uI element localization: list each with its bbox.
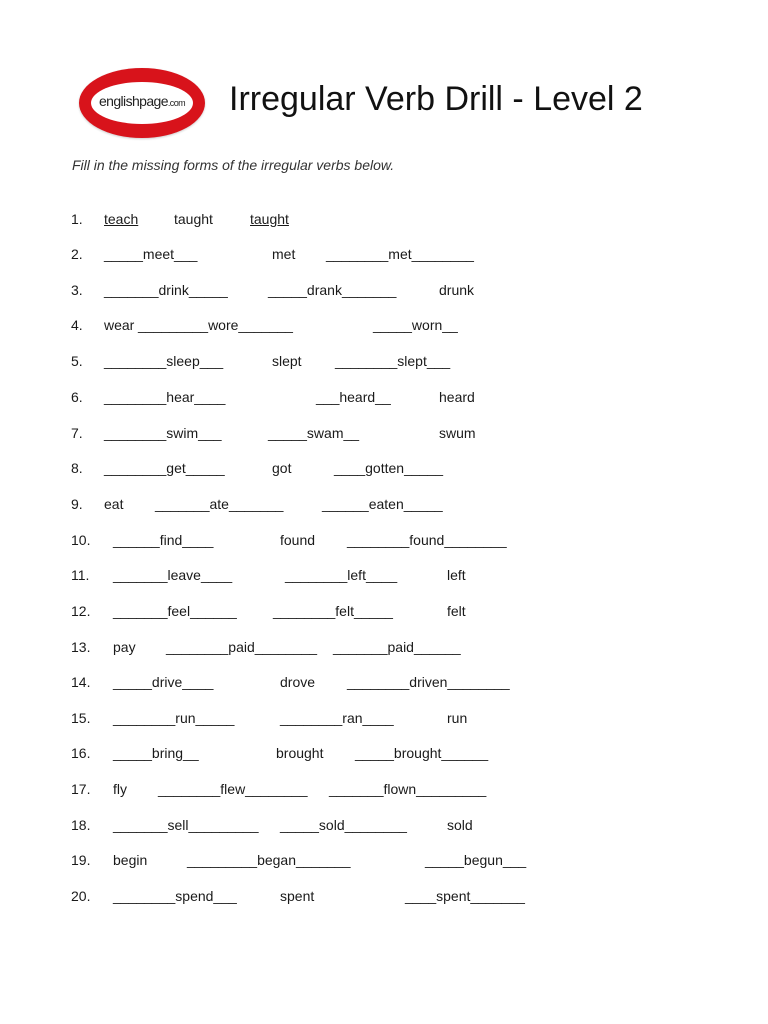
base-form: _______sell_________ bbox=[113, 817, 259, 833]
item-number: 16. bbox=[71, 745, 91, 761]
verb-item bbox=[0, 817, 768, 837]
past-simple-form: slept bbox=[272, 353, 302, 369]
past-participle-form: ______eaten_____ bbox=[322, 496, 443, 512]
past-simple-form: _____swam__ bbox=[268, 425, 360, 441]
item-number: 19. bbox=[71, 852, 91, 868]
base-form: wear bbox=[104, 317, 135, 333]
verb-item bbox=[0, 246, 768, 266]
past-participle-form: sold bbox=[447, 817, 473, 833]
past-simple-form: ________paid________ bbox=[166, 639, 318, 655]
verb-item bbox=[0, 888, 768, 908]
past-simple-form: brought bbox=[276, 745, 324, 761]
verb-item bbox=[0, 211, 768, 231]
verb-item bbox=[0, 317, 768, 337]
instructions-text: Fill in the missing forms of the irregular verbs below. bbox=[72, 157, 395, 173]
base-form: _______feel______ bbox=[113, 603, 237, 619]
base-form: eat bbox=[104, 496, 124, 512]
past-participle-form: felt bbox=[447, 603, 466, 619]
verb-item bbox=[0, 353, 768, 373]
base-form: ________swim___ bbox=[104, 425, 222, 441]
past-simple-form: ________flew________ bbox=[158, 781, 308, 797]
verb-item bbox=[0, 674, 768, 694]
verb-item bbox=[0, 639, 768, 659]
verb-item bbox=[0, 389, 768, 409]
past-participle-form: _______paid______ bbox=[333, 639, 461, 655]
base-form: ________run_____ bbox=[113, 710, 235, 726]
past-participle-form: _____worn__ bbox=[373, 317, 458, 333]
past-simple-form: met bbox=[272, 246, 296, 262]
past-participle-form: swum bbox=[439, 425, 476, 441]
past-participle-form: left bbox=[447, 567, 466, 583]
item-number: 13. bbox=[71, 639, 91, 655]
item-number: 5. bbox=[71, 353, 83, 369]
verb-item bbox=[0, 852, 768, 872]
past-simple-form: _________wore_______ bbox=[138, 317, 293, 333]
verb-item bbox=[0, 567, 768, 587]
past-simple-form: got bbox=[272, 460, 292, 476]
logo-suffix: .com bbox=[167, 98, 186, 108]
base-form: teach bbox=[104, 211, 139, 227]
base-form: ______find____ bbox=[113, 532, 214, 548]
verb-item bbox=[0, 282, 768, 302]
item-number: 7. bbox=[71, 425, 83, 441]
base-form: fly bbox=[113, 781, 127, 797]
past-simple-form: found bbox=[280, 532, 316, 548]
past-participle-form: ____spent_______ bbox=[405, 888, 525, 904]
item-number: 14. bbox=[71, 674, 91, 690]
past-simple-form: taught bbox=[174, 211, 213, 227]
page-title: Irregular Verb Drill - Level 2 bbox=[229, 80, 643, 118]
item-number: 10. bbox=[71, 532, 91, 548]
past-participle-form: ________slept___ bbox=[335, 353, 451, 369]
logo-name: englishpage bbox=[98, 93, 168, 109]
past-participle-form: run bbox=[447, 710, 468, 726]
englishpage-logo bbox=[79, 68, 205, 138]
base-form: pay bbox=[113, 639, 136, 655]
base-form: ________sleep___ bbox=[104, 353, 224, 369]
item-number: 2. bbox=[71, 246, 83, 262]
verb-item bbox=[0, 745, 768, 765]
item-number: 4. bbox=[71, 317, 83, 333]
verb-item bbox=[0, 603, 768, 623]
verb-item bbox=[0, 425, 768, 445]
base-form: _______drink_____ bbox=[104, 282, 228, 298]
item-number: 17. bbox=[71, 781, 91, 797]
past-participle-form: taught bbox=[250, 211, 289, 227]
item-number: 12. bbox=[71, 603, 91, 619]
verb-item bbox=[0, 532, 768, 552]
item-number: 8. bbox=[71, 460, 83, 476]
base-form: _____meet___ bbox=[104, 246, 198, 262]
past-simple-form: drove bbox=[280, 674, 316, 690]
item-number: 11. bbox=[71, 567, 90, 583]
past-simple-form: _____drank_______ bbox=[268, 282, 397, 298]
item-number: 18. bbox=[71, 817, 91, 833]
base-form: _____bring__ bbox=[113, 745, 199, 761]
base-form: begin bbox=[113, 852, 148, 868]
logo-text bbox=[79, 93, 205, 109]
past-participle-form: _____begun___ bbox=[425, 852, 527, 868]
verb-item bbox=[0, 710, 768, 730]
past-participle-form: ________met________ bbox=[326, 246, 474, 262]
past-simple-form: ___heard__ bbox=[316, 389, 391, 405]
past-simple-form: _______ate_______ bbox=[155, 496, 284, 512]
base-form: ________hear____ bbox=[104, 389, 226, 405]
base-form: ________spend___ bbox=[113, 888, 237, 904]
base-form: ________get_____ bbox=[104, 460, 225, 476]
verb-item bbox=[0, 496, 768, 516]
past-participle-form: _______flown_________ bbox=[329, 781, 487, 797]
past-participle-form: drunk bbox=[439, 282, 475, 298]
item-number: 9. bbox=[71, 496, 83, 512]
past-simple-form: ________ran____ bbox=[280, 710, 394, 726]
item-number: 15. bbox=[71, 710, 91, 726]
past-simple-form: spent bbox=[280, 888, 315, 904]
past-participle-form: ________driven________ bbox=[347, 674, 510, 690]
past-participle-form: ________found________ bbox=[347, 532, 507, 548]
past-simple-form: _________began_______ bbox=[187, 852, 351, 868]
past-simple-form: ________left____ bbox=[285, 567, 398, 583]
past-participle-form: _____brought______ bbox=[355, 745, 489, 761]
base-form: _______leave____ bbox=[113, 567, 233, 583]
past-participle-form: ____gotten_____ bbox=[334, 460, 443, 476]
verb-item bbox=[0, 781, 768, 801]
past-simple-form: _____sold________ bbox=[280, 817, 407, 833]
verb-item bbox=[0, 460, 768, 480]
item-number: 20. bbox=[71, 888, 91, 904]
item-number: 1. bbox=[71, 211, 83, 227]
item-number: 3. bbox=[71, 282, 83, 298]
past-simple-form: ________felt_____ bbox=[273, 603, 393, 619]
item-number: 6. bbox=[71, 389, 83, 405]
past-participle-form: heard bbox=[439, 389, 475, 405]
base-form: _____drive____ bbox=[113, 674, 214, 690]
